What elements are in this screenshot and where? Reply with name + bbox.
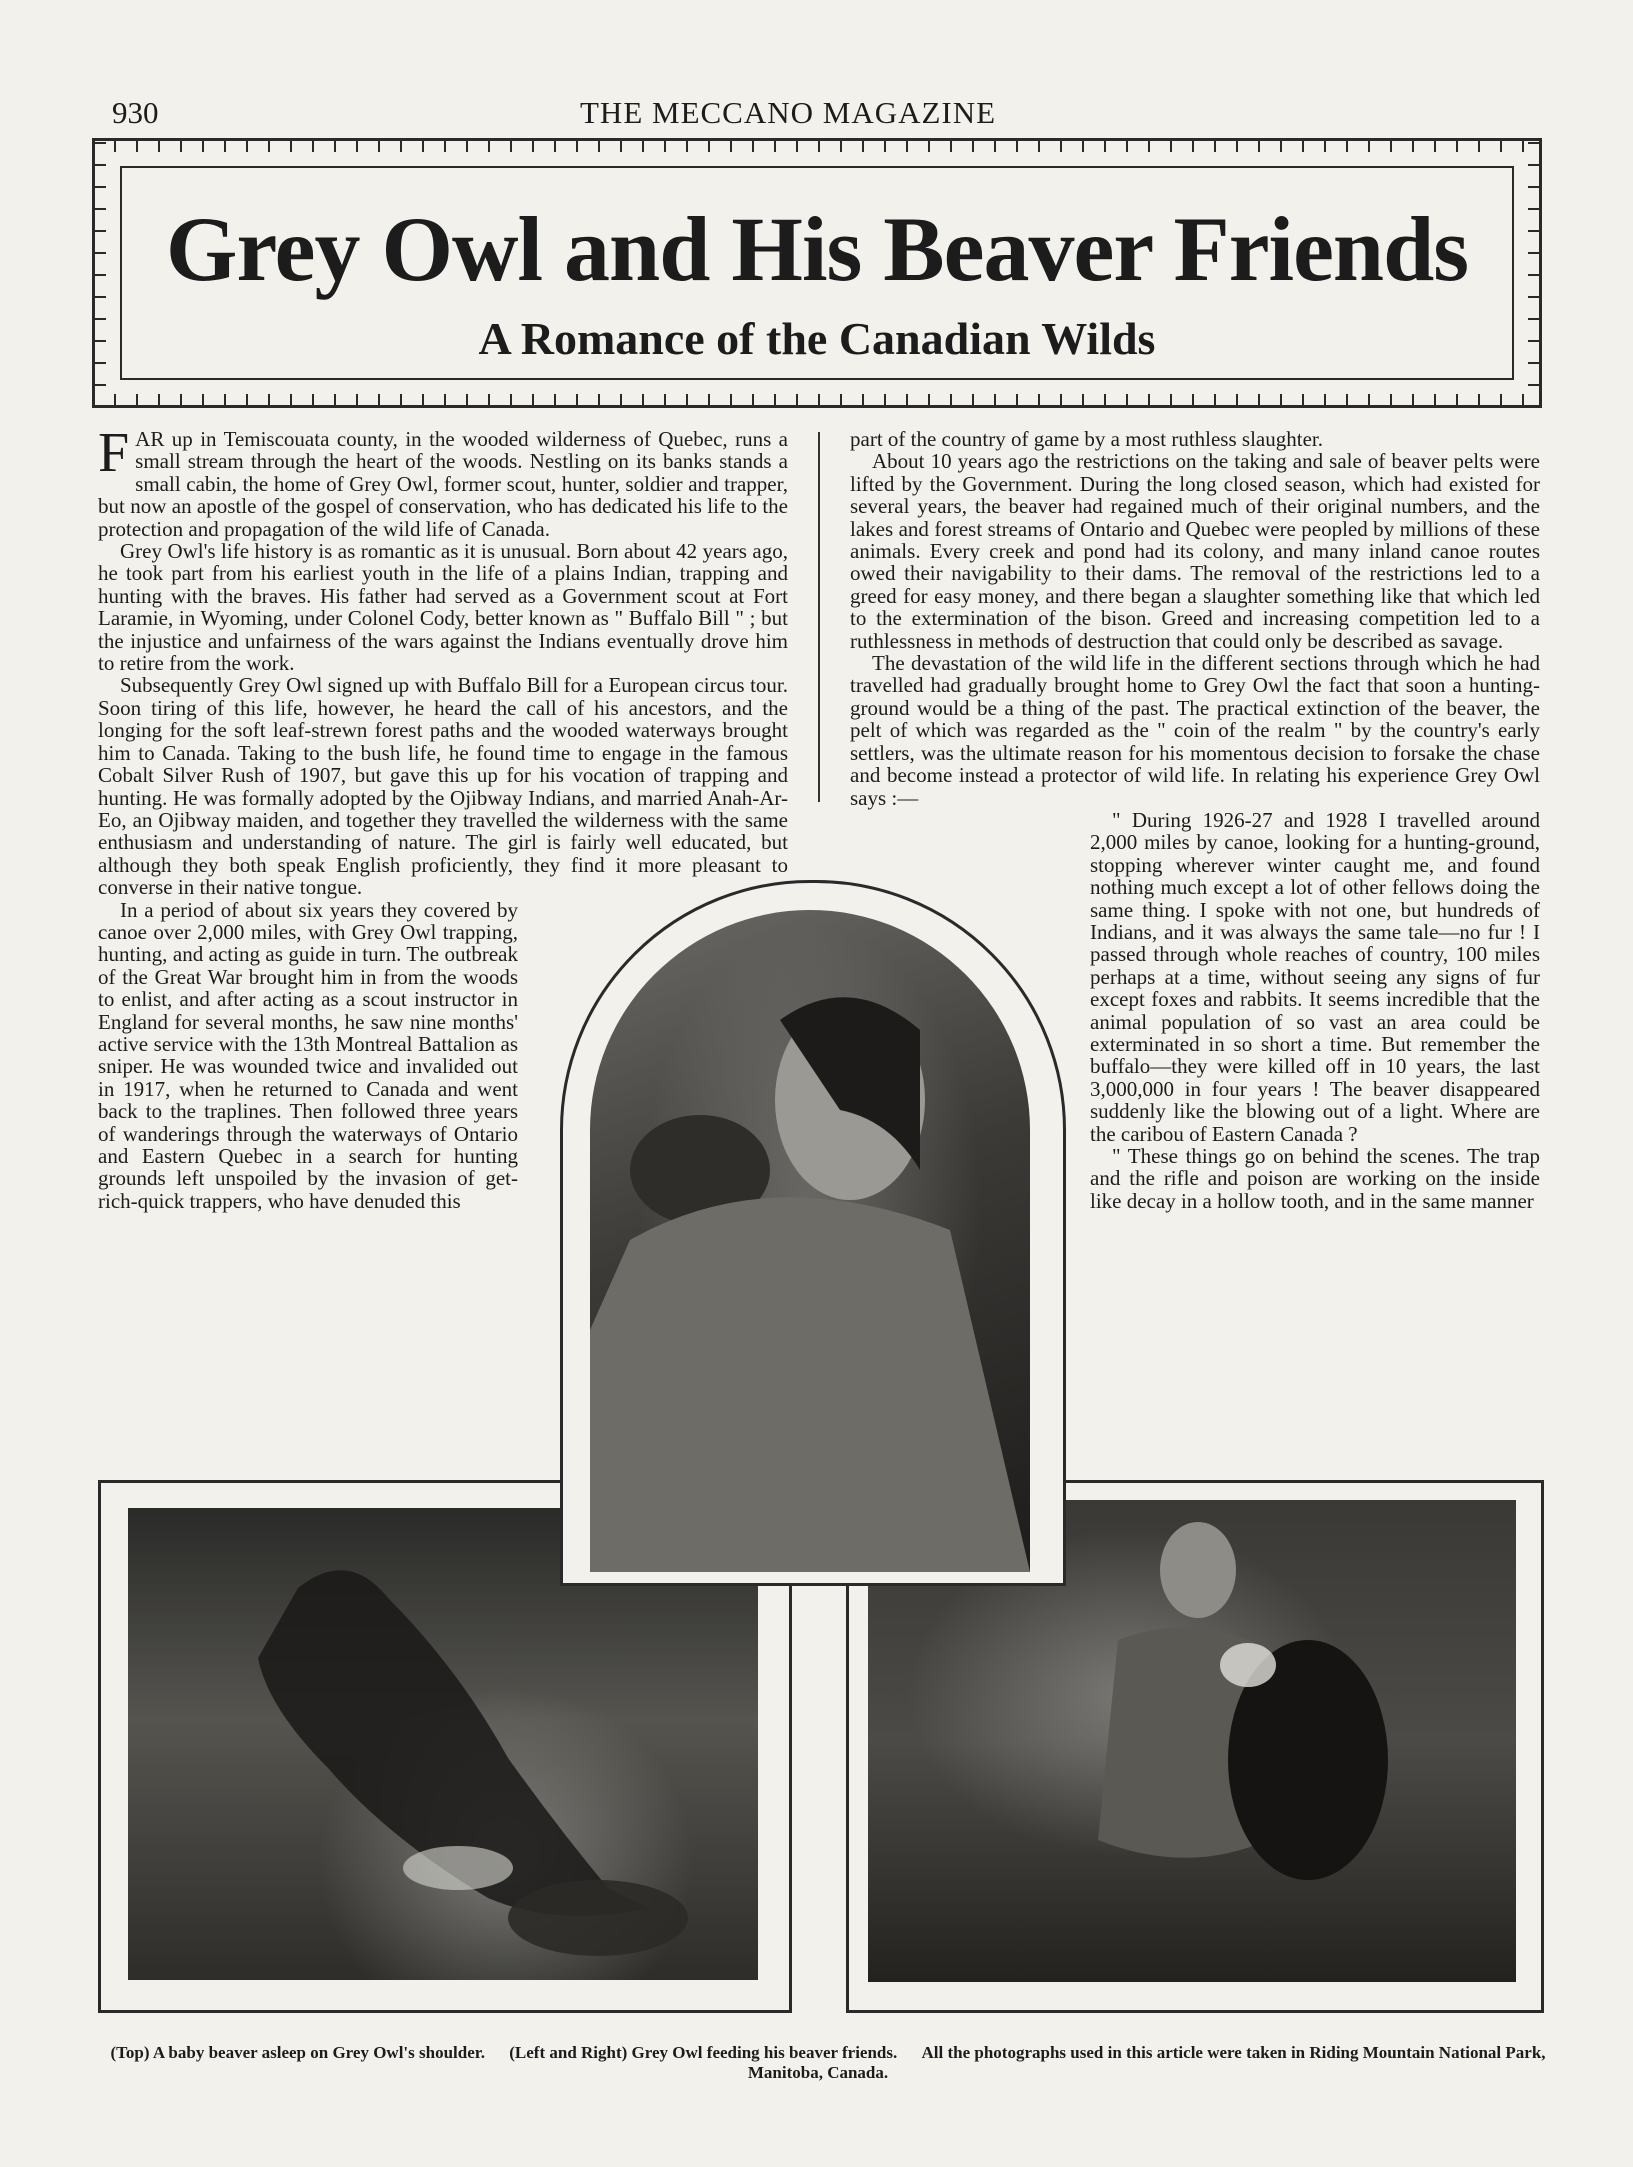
paragraph: About 10 years ago the restrictions on the taking and sale of beaver pelts were lifted by the Government. During the long closed season, which had existed for several years, the beaver had regained much of their original numbers, and the lakes and forest streams of Ontario and Quebec were peopled by millions of these animals. Every creek and pond had its colony, and many inland canoe routes owed their navigability to their dams. The removal of the restrictions led to a greed for easy money, and there began a slaughter something like that which led to the extermination of the bison. Greed and increasing competition led to a ruthlessness in methods of destruction that could only be described as savage. [850,449,1540,653]
paragraph: Grey Owl's life history is as romantic as it is unusual. Born about 42 years ago, he took part from his earliest youth in the life of a plains Indian, trapping and hunting with the braves. His father had served as a Government scout at Fort Laramie, in Wyoming, under Colonel Cody, better known as " Buffalo Bill " ; but the injustice and unfairness of the wars against the Indians eventually drove him to retire from the work. [98,539,788,676]
portrait-silhouette [590,910,1030,1572]
paragraph: part of the country of game by a most ruthless slaughter. [850,427,1323,451]
paragraph: In a period of about six years they covered by canoe over 2,000 miles, with Grey Owl trapping, hunting, and acting as guide in turn. The outbreak of the Great War brought him in from the woods to enlist, and after acting as a scout instructor in England for several months, he saw nine months' active service with the 13th Montreal Battalion as sniper. He was wounded twice and invalided out in 1917, when he returned to Canada and went back to the traplines. Then followed three years of wanderings through the waterways of Ontario and Eastern Quebec in a search for hunting grounds left unspoiled by the invasion of get-rich-quick trappers, who have denuded this [98,897,518,1213]
paragraph: " During 1926-27 and 1928 I travelled around 2,000 miles by canoe, looking for a hunting-ground, stopping wherever winter caught me, and found nothing much except a lot of other fellows doing the same thing. I spoke with not one, but hundreds of Indians, and it was always the same tale—no fur ! I passed through whole reaches of country, 100 miles perhaps at a time, without seeing any signs of fur except foxes and rabbits. It seems incredible that the animal population of so vast an area could be exterminated in so short a time. But remember the buffalo—they were killed off in 10 years, the last 3,000,000 in four years ! The beaver disappeared suddenly like the blowing out of a light. Where are the caribou of Eastern Canada ? [1090,807,1540,1146]
paragraph: FAR up in Temiscouata county, in the wooded wilderness of Quebec, runs a small stream through the heart of the woods. Nestling on its banks stands a small cabin, the home of Grey Owl, former scout, hunter, soldier and trapper, but now an apostle of the gospel of conservation, who has dedicated his life to the protection and propagation of the wild life of Canada. [98,422,788,541]
caption-left-right: (Left and Right) Grey Owl feeding his beaver friends. [509,2043,898,2062]
paragraph: " These things go on behind the scenes. The trap and the rifle and poison are working on the inside like decay in a hollow tooth, and in the same manner [1090,1144,1540,1213]
title-box [92,138,1542,408]
photo-caption [98,2043,1548,2083]
photo-grey-owl-portrait [590,910,1030,1572]
page-number: 930 [112,95,159,130]
drop-cap: F [98,422,130,484]
paragraph: Subsequently Grey Owl signed up with Buffalo Bill for a European circus tour. Soon tiring of this life, however, he heard the call of his ancestors, and the longing for the soft leaf-strewn forest paths and the wooded waterways brought him to Canada. Taking to the bush life, he found time to engage in the famous Cobalt Silver Rush of 1907, but gave this up for his vocation of trapping and hunting. He was formally adopted by the Ojibway Indians, and married Anah-Ar-Eo, an Ojibway maiden, and together they travelled the wilderness with the same enthusiasm and understanding of nature. The girl is fairly well educated, but although they both speak English proficiently, they find it more pleasant to converse in their native tongue. [98,673,788,900]
column-rule [818,432,820,802]
headline: Grey Owl and His Beaver Friends [165,198,1469,300]
caption-credit: All the photographs used in this article were taken in Riding Mountain National Park, Manitoba, Canada. [747,2043,1546,2082]
caption-top: (Top) A baby beaver asleep on Grey Owl's shoulder. [110,2043,485,2062]
subheadline: A Romance of the Canadian Wilds [478,313,1156,364]
paragraph: The devastation of the wild life in the different sections through which he had travelled had gradually brought home to Grey Owl the fact that soon a hunting-ground would be a thing of the past. The practical extinction of the beaver, the pelt of which was regarded as the " coin of the realm " by the country's early settlers, was the ultimate reason for his momentous decision to forsake the chase and become instead a protector of wild life. In relating his experience Grey Owl says :— [850,651,1540,810]
running-head: THE MECCANO MAGAZINE [580,95,997,130]
